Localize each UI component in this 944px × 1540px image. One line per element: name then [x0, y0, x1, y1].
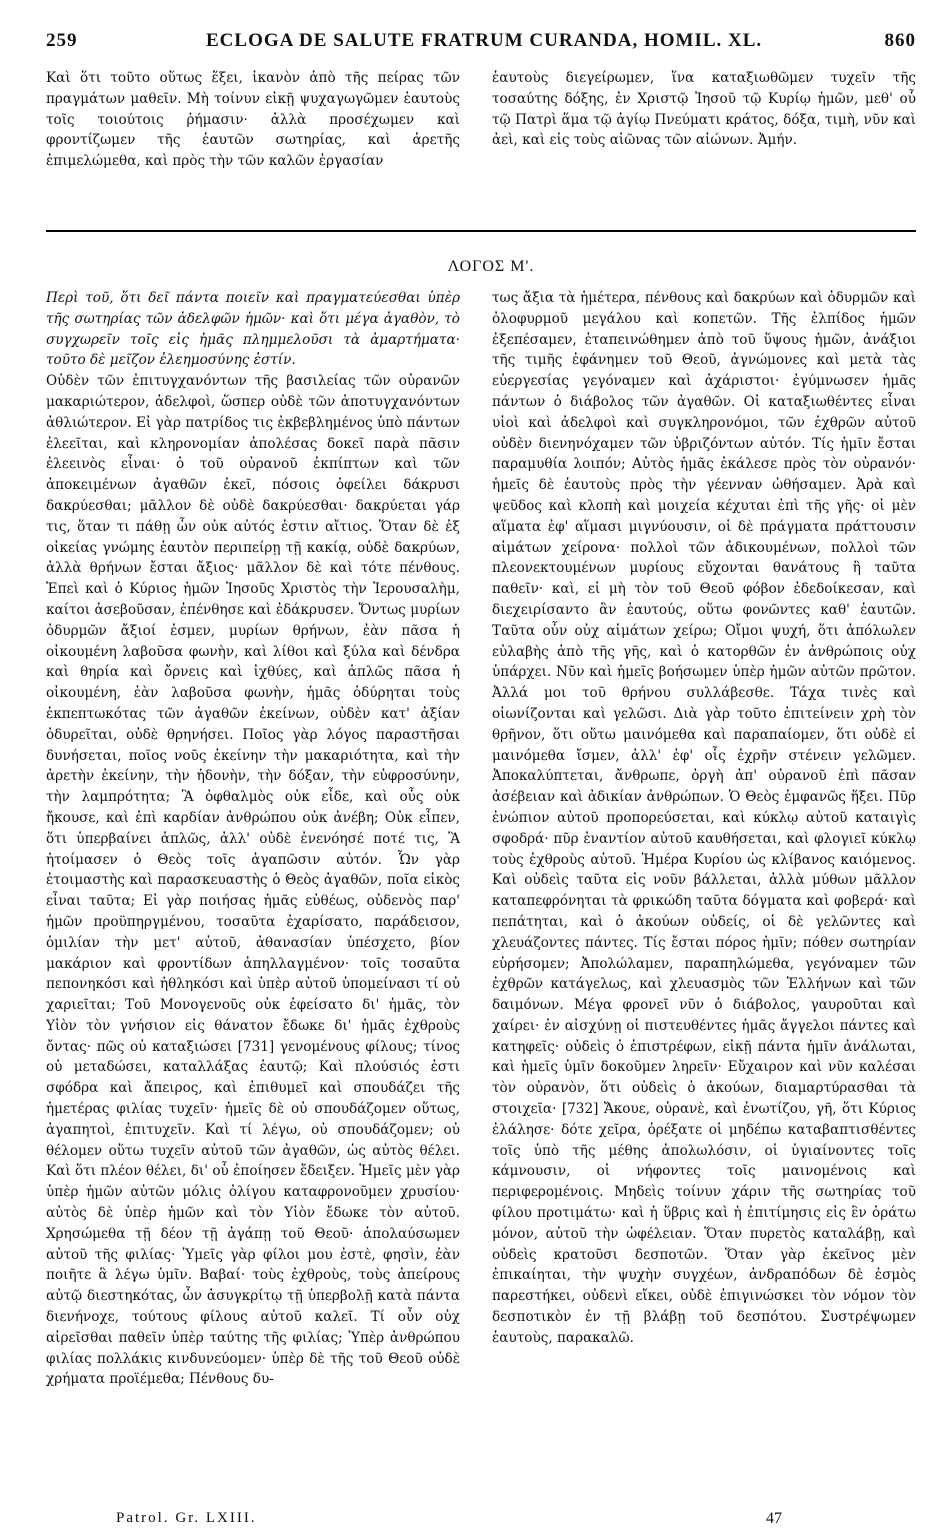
top-right-text: ἑαυτοὺς διεγείρωμεν, ἵνα καταξιωθῶμεν τυχεῖν τῆς τοσαύτης δόξης, ἐν Χριστῷ Ἰησοῦ τῷ Κυρίῳ ἡμῶν, μεθ' οὗ τῷ Πατρὶ ἅμα τῷ ἁγίῳ Πνεύματι κράτος, δόξα, τιμὴ, νῦν καὶ ἀεὶ, καὶ εἰς τοὺς αἰῶνας τῶν αἰώνων. Ἀμήν. — [492, 70, 916, 149]
body-column-left — [46, 288, 460, 1508]
page — [46, 30, 916, 1530]
body-left-text: Οὐδὲν τῶν ἐπιτυγχανόντων τῆς βασιλείας τῶν οὐρανῶν μακαριώτερον, ἀδελφοὶ, ὥσπερ οὐδὲ τῶν ἀποτυγχανόντων ἀθλιώτερον. Εἰ γὰρ πατρίδος τις ἐκβεβλημένος ὑπὸ πάντων ἐλεεῖται, καὶ κληρονομίαν ἀπολέσας δοκεῖ παρὰ πᾶσιν ἐλεεινὸς εἶναι· ὁ τοῦ οὐρανοῦ ἐκπίπτων καὶ τῶν ἀποκειμένων ἀγαθῶν ἐκεῖ, πόσοις ὀφείλει δάκρυσι δακρύεσθαι; μᾶλλον δὲ οὐδὲ δακρύεσθαι· δακρύεται γάρ τις, ὅταν τι πάθῃ ὧν οὐκ αὐτός ἐστιν αἴτιος. Ὅταν δὲ ἐξ οἰκείας γνώμης ἑαυτὸν περιπείρῃ τῇ κακίᾳ, οὐδὲ δακρύων, ἀλλὰ θρήνων ἔσται ἄξιος· μᾶλλον δὲ καὶ τότε πένθους. Ἐπεὶ καὶ ὁ Κύριος ἡμῶν Ἰησοῦς Χριστὸς τὴν Ἱερουσαλὴμ, καίτοι ἀσεβοῦσαν, ἐπένθησε καὶ ἐδάκρυσεν. Ὄντως μυρίων ὀδυρμῶν ἄξιοί ἐσμεν, μυρίων θρήνων, ἐὰν πᾶσα ἡ οἰκουμένη λαβοῦσα φωνὴν, καὶ λίθοι καὶ ξύλα καὶ δένδρα καὶ θηρία καὶ ὄρνεις καὶ ἰχθύες, καὶ ἁπλῶς πᾶσα ἡ οἰκουμένη, ἐὰν λαβοῦσα φωνὴν, ἡμᾶς ὀδύρηται τοὺς ἐκπεπτωκότας τῶν ἀγαθῶν ἐκείνων, οὐδὲν κατ' ἀξίαν ὀδυρεῖται, οὐδὲ θρηνήσει. Ποῖος γὰρ λόγος παραστῆσαι δυνήσεται, ποῖος νοῦς ἐκείνην τὴν μακαριότητα, καὶ τὴν ἀρετὴν ἐκείνην, τὴν ἡδονὴν, τὴν δόξαν, τὴν εὐφροσύνην, τὴν λαμπρότητα; Ἃ ὀφθαλμὸς οὐκ εἶδε, καὶ οὖς οὐκ ἤκουσε, καὶ ἐπὶ καρδίαν ἀνθρώπου οὐκ ἀνέβη; Οὐκ εἶπεν, ὅτι ὑπερβαίνει ἁπλῶς, ἀλλ' οὐδὲ ἐνενόησέ ποτέ τις, Ἃ ἡτοίμασεν ὁ Θεὸς τοῖς ἀγαπῶσιν αὐτόν. Ὧν γὰρ ἐτοιμαστὴς καὶ παρασκευαστὴς ὁ Θεὸς ἀγαθῶν, ποῖα εἰκὸς εἶναι ταῦτα; Εἰ γὰρ ποιήσας ἡμᾶς εὐθέως, οὐδενὸς παρ' ἡμῶν προϋπηργμένου, τοσαῦτα ἐχαρίσατο, παράδεισον, ὁμιλίαν τὴν μετ' αὐτοῦ, ἀθανασίαν ὑπέσχετο, βίον μακάριον καὶ φροντίδων ἀπηλλαγμένον· τοῖς τοσαῦτα πεπονηκόσι καὶ ἠθληκόσι καὶ ὑπὲρ αὐτοῦ ὑπομείνασι τί οὐ χαριεῖται; Τοῦ Μονογενοῦς οὐκ ἐφείσατο δι' ἡμᾶς, τὸν Υἱὸν τὸν γνήσιον εἰς θάνατον ἔδωκε δι' ἡμᾶς ἐχθροὺς ὄντας· πῶς οὐ καταξιώσει [731] γενομένους φίλους; τίνος οὐ μεταδώσει, καταλλάξας ἑαυτῷ; Καὶ πλούσιός ἐστι σφόδρα καὶ ἄπειρος, καὶ ἐπιθυμεῖ καὶ σπουδάζει τῆς ἡμετέρας φιλίας τυχεῖν· ἡμεῖς δὲ οὐ σπουδάζομεν οὕτως, ἀγαπητοὶ, ἐπιτυχεῖν. Καὶ τί λέγω, οὐ σπουδάζομεν; οὐ θέλομεν οὕτω τυχεῖν αὐτοῦ τῶν ἀγαθῶν, ὡς αὐτὸς θέλει. Καὶ ὅτι πλέον θέλει, δι' οὗ ἐποίησεν ἔδειξεν. Ἡμεῖς μὲν γὰρ ὑπὲρ ἡμῶν αὐτῶν μόλις ὀλίγου καταφρονοῦμεν χρυσίου· αὐτὸς δὲ ὑπὲρ ἡμῶν καὶ τὸν Υἱὸν ἔδωκε τὸν αὐτοῦ. Χρησώμεθα τῇ δέον τῇ ἀγάπῃ τοῦ Θεοῦ· ἀπολαύσωμεν αὐτοῦ τῆς φιλίας· Ὑμεῖς γὰρ φίλοι μου ἐστὲ, φησὶν, ἐὰν ποιῆτε ἃ λέγω ὑμῖν. Βαβαί· τοὺς ἐχθροὺς, τοὺς ἀπείρους αὐτῷ διεστηκότας, ὧν ἀσυγκρίτῳ τῇ ὑπερβολῇ κατὰ πάντα διενήνοχε, τούτους φίλους αὐτοῦ καλεῖ. Τί οὖν οὐχ αἱρεῖσθαι παθεῖν ὑπὲρ ταύτης τῆς φιλίας; Ὑπὲρ ἀνθρώπου φιλίας πολλάκις κινδυνεύομεν· ὑπὲρ δὲ τῆς τοῦ Θεοῦ οὐδὲ χρήματα προϊέμεθα; Πένθους δυ- — [46, 373, 460, 1388]
top-left-text: Καὶ ὅτι τοῦτο οὕτως ἕξει, ἱκανὸν ἀπὸ τῆς πείρας τῶν πραγμάτων μαθεῖν. Μὴ τοίνυν εἰκῇ ψυχαγωγῶμεν ἑαυτοὺς τοῖς τοιούτοις ῥήμασιν· ἀλλὰ προσέχωμεν καὶ φροντίζωμεν τῆς ἑαυτῶν σωτηρίας, καὶ ἀρετῆς ἐπιμελώμεθα, καὶ πρὸς τὴν τῶν καλῶν ἐργασίαν — [46, 70, 460, 170]
section-divider — [46, 230, 916, 232]
running-title: ECLOGA DE SALUTE FRATRUM CURANDA, HOMIL. XL. — [206, 30, 763, 51]
homily-summary: Περὶ τοῦ, ὅτι δεῖ πάντα ποιεῖν καὶ πραγματεύεσθαι ὑπὲρ τῆς σωτηρίας τῶν ἀδελφῶν ἡμῶν· καὶ ὅτι μέγα ἀγαθὸν, τὸ συγχωρεῖν τοῖς εἰς ἡμᾶς πλημμελοῦσι τὰ ἁμαρτήματα· τοῦτο δὲ μεῖζον ἐλεημοσύνης ἐστίν. — [46, 290, 460, 369]
top-column-right — [492, 68, 916, 151]
footer-sheet-number: 47 — [766, 1510, 782, 1527]
footer-signature: Patrol. Gr. LXIII. — [116, 1510, 257, 1526]
top-column-left — [46, 68, 460, 172]
section-heading: ΛΟΓΟΣ Μ'. — [447, 258, 535, 275]
body-column-right — [492, 288, 916, 1508]
running-head — [46, 30, 916, 54]
page-number-right: 860 — [884, 30, 916, 51]
body-right-text: τως ἄξια τὰ ἡμέτερα, πένθους καὶ δακρύων καὶ ὀδυρμῶν καὶ ὀλοφυρμοῦ μεγάλου καὶ κοπετῶν. Τῆς ἐλπίδος ἡμῶν ἐξεπέσαμεν, ἐταπεινώθημεν ἀπὸ τοῦ ὕψους ἡμῶν, ἀνάξιοι τῆς τιμῆς ἐφάνημεν τοῦ Θεοῦ, ἀγνώμονες καὶ μετὰ τὰς εὐεργεσίας γεγόναμεν καὶ ἀχάριστοι· ἐγύμνωσεν ἡμᾶς πάντων ὁ διάβολος τῶν ἀγαθῶν. Οἱ καταξιωθέντες εἶναι υἱοὶ καὶ ἀδελφοὶ καὶ συγκληρονόμοι, τῶν ἐχθρῶν αὐτοῦ οὐδὲν διενηνόχαμεν τῶν ὑβριζόντων αὐτόν. Τίς ἡμῖν ἔσται παραμυθία λοιπόν; Αὐτὸς ἡμᾶς ἐκάλεσε πρὸς τὸν οὐρανόν· ἡμεῖς δὲ ἑαυτοὺς πρὸς τὴν γέενναν ὠθήσαμεν. Ἀρὰ καὶ ψεῦδος καὶ κλοπὴ καὶ μοιχεία κέχυται ἐπὶ τῆς γῆς· οἱ μὲν αἵματα ἐφ' αἵμασι μιγνύουσιν, οἱ δὲ πράγματα πράττουσιν αἱμάτων χείρονα· πολλοὶ τῶν ἀδικουμένων, πολλοὶ τῶν πλεονεκτουμένων μυρίους εὔχονται θανάτους ἢ ταῦτα παθεῖν· καὶ, εἰ μὴ τὸν τοῦ Θεοῦ φόβον ἐδεδοίκεσαν, καὶ διεχειρίσαντο ἂν ἑαυτούς, οὕτω φονῶντες καθ' ἑαυτῶν. Ταῦτα οὖν οὐχ αἱμάτων χείρω; Οἴμοι ψυχή, ὅτι ἀπόλωλεν εὐλαβὴς ἀπὸ τῆς γῆς, καὶ ὁ κατορθῶν ἐν ἀνθρώποις οὐχ ὑπάρχει. Νῦν καὶ ἡμεῖς βοήσωμεν ὑπὲρ ἡμῶν αὐτῶν πρῶτον. Ἀλλά μοι τοῦ θρήνου συλλάβεσθε. Τάχα τινὲς καὶ οἰωνίζονται καὶ γελῶσι. Διὰ γὰρ τοῦτο ἐπιτείνειν χρὴ τὸν θρῆνον, ὅτι οὕτω μαινόμεθα καὶ παραπαίομεν, ὅτι οὐδὲ εἰ μαινόμεθα ἴσμεν, ἀλλ' ἐφ' οἷς ἐχρῆν στένειν γελῶμεν. Ἀποκαλύπτεται, ἄνθρωπε, ὀργὴ ἀπ' οὐρανοῦ ἐπὶ πᾶσαν ἀσέβειαν καὶ ἀδικίαν ἀνθρώπων. Ὁ Θεὸς ἐμφανῶς ἥξει. Πῦρ ἐνώπιον αὐτοῦ προπορεύσεται, καὶ κύκλῳ αὐτοῦ καταιγὶς σφοδρά· πῦρ ἐναντίον αὐτοῦ καυθήσεται, καὶ φλογιεῖ κύκλῳ τοὺς ἐχθροὺς αὐτοῦ. Ἡμέρα Κυρίου ὡς κλίβανος καιόμενος. Καὶ οὐδεὶς ταῦτα εἰς νοῦν βάλλεται, ἀλλὰ μύθων μᾶλλον καταπεφρόνηται τὰ φρικώδη ταῦτα δόγματα καὶ φοβερά· καὶ πεπάτηται, καὶ ὁ ἀκούων οὐδείς, οἱ δὲ γελῶντες καὶ χλευάζοντες πάντες. Τίς ἔσται πόρος ἡμῖν; πόθεν σωτηρίαν εὑρήσομεν; Ἀπολώλαμεν, παραπηλώμεθα, γεγόναμεν τῶν ἐχθρῶν κατάγελως, καὶ χλευασμὸς τῶν Ἑλλήνων καὶ τῶν δαιμόνων. Μέγα φρονεῖ νῦν ὁ διάβολος, γαυροῦται καὶ χαίρει· ἐν αἰσχύνῃ οἱ πιστευθέντες ἡμᾶς ἄγγελοι πάντες καὶ κατηφεῖς· οὐδεὶς ὁ ἐπιστρέφων, εἰκῇ πάντα ἡμῖν ἀνάλωται, καὶ ἡμεῖς ὑμῖν δοκοῦμεν ληρεῖν· Εὔχαιρον καὶ νῦν καλέσαι τὸν οὐρανὸν, ὅτι οὐδεὶς ὁ ἀκούων, διαμαρτύρασθαι τὰ στοιχεῖα· [732] Ἄκουε, οὐρανὲ, καὶ ἐνωτίζου, γῆ, ὅτι Κύριος ἐλάλησε· δότε χεῖρα, ὀρέξατε οἱ μηδέπω καταβαπτισθέντες τοῖς ὑπὸ τῆς μέθης ἀπολωλόσιν, οἱ ὑγιαίνοντες τοῖς κάμνουσιν, οἱ νήφοντες τοῖς μαινομένοις καὶ περιφερομένοις. Μηδεὶς τοίνυν χάριν τῆς σωτηρίας τοῦ φίλου προτιμάτω· καὶ ἡ ὕβρις καὶ ἡ ἐπιτίμησις εἰς ἓν ὁράτω μόνον, αὐτοῦ τὴν ὠφέλειαν. Ὅταν πυρετὸς καταλάβῃ, καὶ οὐδεὶς κρατοῦσι δεσποτῶν. Ὅταν γὰρ ἐκεῖνος μὲν ἐπικαίηται, τὴν ψυχὴν συγχέων, ἀνδραπόδων δὲ ἐσμὸς παρεστήκει, οὐδενὶ εἴκει, οὐδὲ ἐπιγινώσκει τὸν νόμον τὸν δεσποτικὸν ἐν τῇ βλάβῃ τοῦ δεσπότου. Συστρέψωμεν ἑαυτοὺς, παρακαλῶ. — [492, 290, 916, 1346]
page-number-left: 259 — [46, 30, 78, 51]
